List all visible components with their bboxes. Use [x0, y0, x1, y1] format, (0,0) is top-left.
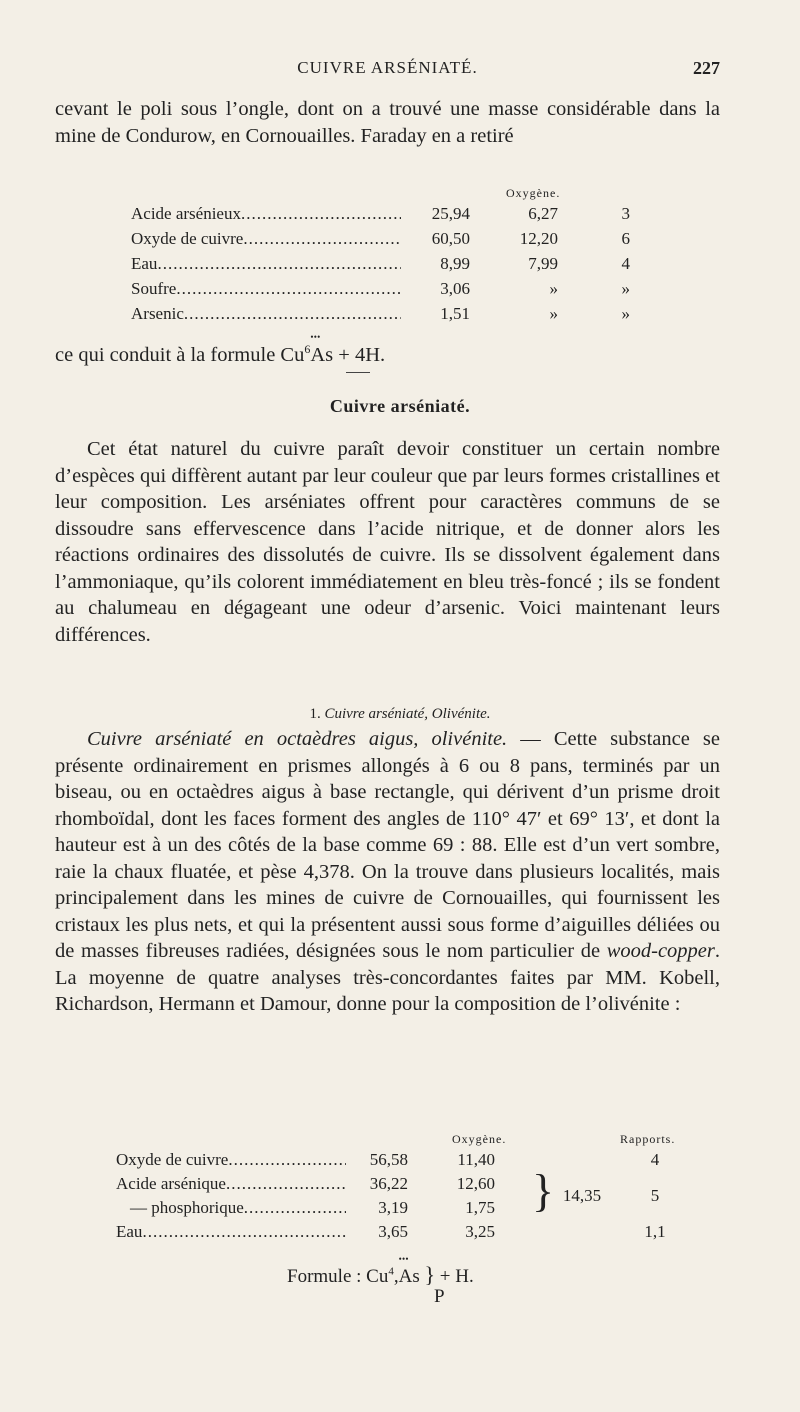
- row-label: Eau: [131, 254, 158, 273]
- wood-copper-term: wood-copper: [606, 940, 715, 962]
- row-oxygen: 12,60: [456, 1174, 495, 1193]
- page-number: 227: [693, 58, 720, 78]
- short-rule: [346, 372, 370, 373]
- row-value: 3,19: [378, 1198, 408, 1217]
- row-value: 25,94: [431, 204, 470, 223]
- row-value: 8,99: [440, 254, 470, 273]
- formula-1: Cu$^6$ • • • As + 4H.: [280, 331, 386, 366]
- row-ratio: 6: [621, 229, 630, 248]
- brace-sum: 14,35: [562, 1186, 602, 1205]
- leader-dots: [226, 1174, 346, 1194]
- row-label: Arsenic: [131, 304, 184, 323]
- oxygen-dots: • • •: [398, 1254, 408, 1264]
- leader-dots: [241, 204, 401, 224]
- row-oxygen: »: [549, 304, 558, 323]
- paragraph-2: Cet état naturel du cuivre paraît devoir constituer un certain nombre d’espèces qui diffèrent autant par leur couleur que par leurs formes cristallines et leur composition. Les arséniates offrent pour caractères communs de se dissoudre sans effervescence dans l’acide nitrique, et de donner alors les réactions ordinaires des dissolutés de cuivre. Ils se dissolvent également dans l’ammoniaque, qu’ils colorent immédiatement en bleu très-foncé ; ils se fondent au chalumeau en dégageant une odeur d’arsenic. Voici maintenant leurs différences.: [55, 438, 720, 646]
- paragraph-3-lead: Cuivre arséniaté en octaèdres aigus, olivénite.: [87, 728, 508, 750]
- row-value: 1,51: [440, 304, 470, 323]
- formula-2: Formule : Cu$^4$, • • • As } + H.: [287, 1254, 474, 1287]
- formula-intro: ce qui conduit à la formule: [55, 343, 276, 366]
- brace-ratio: 5: [650, 1186, 660, 1205]
- table2-brace: }: [532, 1165, 555, 1216]
- row-oxygen: 3,25: [465, 1222, 495, 1241]
- leader-dots: [228, 1150, 346, 1170]
- leader-dots: [142, 1222, 346, 1242]
- formula-2-phosphorus: P: [434, 1286, 445, 1307]
- row-label: Acide arsénique: [116, 1174, 226, 1193]
- row-oxygen: 11,40: [457, 1150, 495, 1169]
- table2-oxygen-header: Oxygène.: [452, 1132, 507, 1146]
- table1-oxygen-header: Oxygène.: [506, 186, 561, 200]
- leader-dots: [243, 229, 401, 249]
- row-label: Eau: [116, 1222, 143, 1241]
- subsection-title: Cuivre arséniaté, Olivénite.: [324, 706, 491, 722]
- subsection-heading: [0, 706, 800, 723]
- running-title: CUIVRE ARSÉNIATÉ.: [297, 58, 478, 77]
- row-oxygen: 12,20: [519, 229, 558, 248]
- row-value: 36,22: [369, 1174, 408, 1193]
- row-label: — phosphorique: [130, 1198, 244, 1217]
- oxygen-dots: • • •: [310, 331, 320, 342]
- leader-dots: [184, 304, 401, 324]
- row-oxygen: 6,27: [528, 204, 558, 223]
- row-value: 3,65: [378, 1222, 408, 1241]
- row-oxygen: 1,75: [465, 1198, 495, 1217]
- formula-sentence: [55, 331, 386, 367]
- row-ratio: »: [621, 304, 630, 323]
- row-ratio: 3: [621, 204, 630, 223]
- row-value: 3,06: [440, 279, 470, 298]
- formula-label: Formule :: [287, 1266, 362, 1287]
- row-ratio: 4: [650, 1150, 660, 1169]
- subsection-number: 1.: [309, 706, 321, 722]
- table2-ratio-header: Rapports.: [620, 1132, 676, 1146]
- leader-dots: [157, 254, 401, 274]
- row-value: 56,58: [369, 1150, 408, 1169]
- row-label: Acide arsénieux: [131, 204, 241, 223]
- row-oxygen: 7,99: [528, 254, 558, 273]
- row-label: Oxyde de cuivre: [116, 1150, 229, 1169]
- row-ratio: 4: [621, 254, 630, 273]
- section-title: Cuivre arséniaté.: [329, 396, 471, 416]
- intro-paragraph: cevant le poli sous l’ongle, dont on a trouvé une masse considérable dans la mine de Condurow, en Cornouailles. Faraday en a retiré: [55, 98, 720, 147]
- row-ratio: 1,1: [644, 1222, 666, 1241]
- row-oxygen: »: [549, 279, 558, 298]
- row-label: Oxyde de cuivre: [131, 229, 244, 248]
- row-value: 60,50: [431, 229, 470, 248]
- leader-dots: [176, 279, 401, 299]
- page-header: [55, 58, 720, 82]
- row-ratio: »: [621, 279, 630, 298]
- paragraph-3: Cuivre arséniaté en octaèdres aigus, olivénite. — Cette substance se présente ordinairement en prismes allongés à 6 ou 8 pans, terminés par un biseau, ou en octaèdres aigus à base rectangle, qui dérivent d’un prisme droit rhomboïdal, dont les faces forment des angles de 110° 47′ et 69° 13′, et dont la hauteur est à un des côtés de la base comme 69 : 88. Elle est d’un vert sombre, raie la chaux fluatée, et pèse 4,378. On la trouve dans plusieurs localités, mais principalement dans les mines de cuivre de Cornouailles, qui fournissent les cristaux les plus nets, et qui la présentent aussi sous forme d’aiguilles déliées ou de masses fibreuses radiées, désignées sous le nom particulier de wood-copper. La moyenne de quatre analyses très-concordantes faites par MM. Kobell, Richardson, Hermann et Damour, donne pour la composition de l’olivénite :: [55, 728, 720, 1015]
- row-label: Soufre: [131, 279, 177, 298]
- leader-dots: [244, 1198, 346, 1218]
